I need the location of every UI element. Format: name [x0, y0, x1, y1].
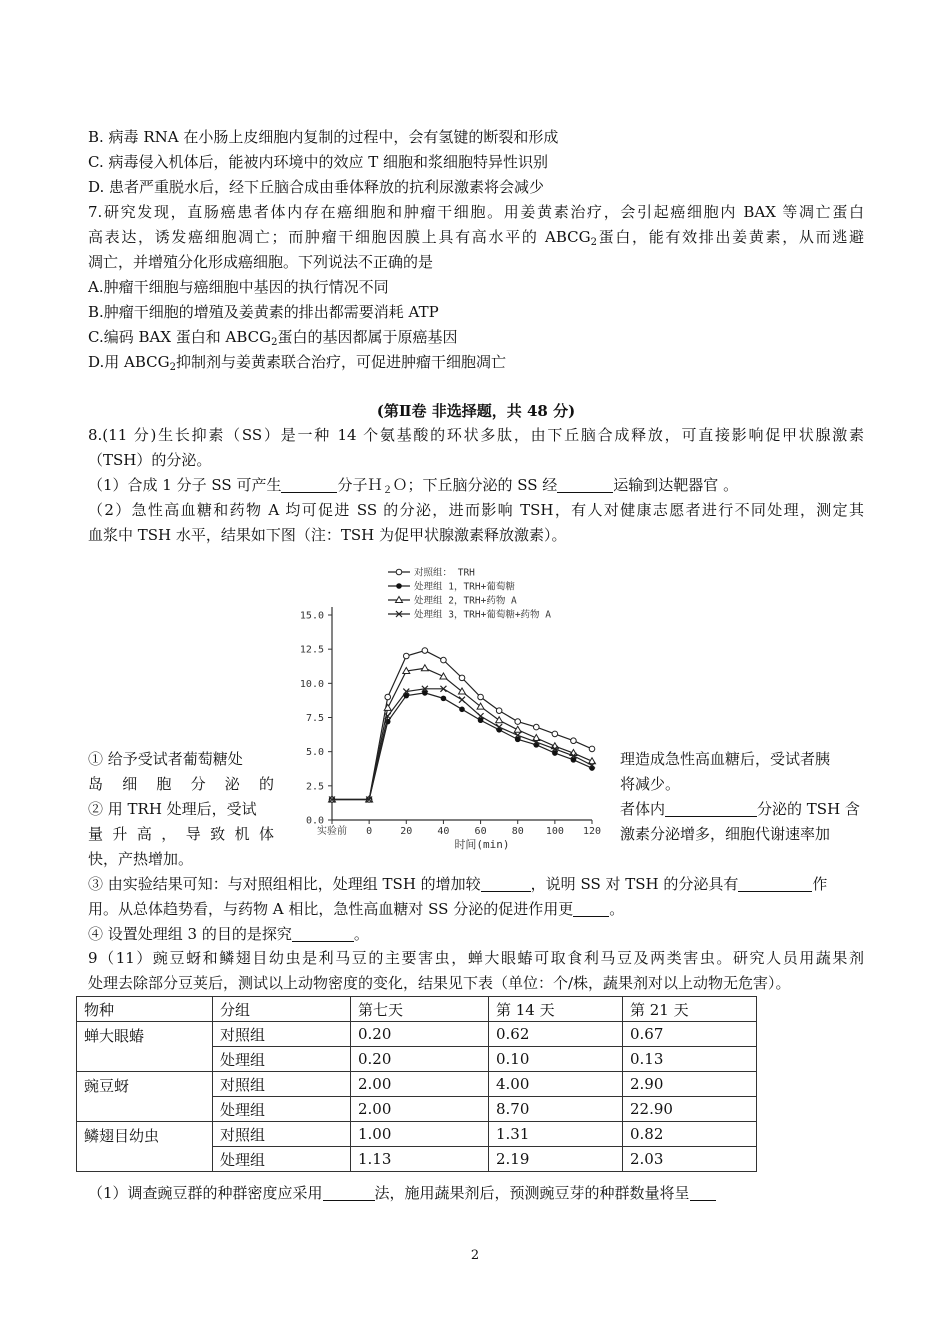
q6-option-c: C. 病毒侵入机体后，能被内环境中的效应 T 细胞和浆细胞特异性识别 [88, 153, 549, 171]
table-cell: 1.13 [351, 1147, 489, 1172]
q8-sub-1-right-2: 将减少。 [620, 775, 681, 793]
y-tick-label: 0.0 [305, 815, 324, 827]
q8-part-1-text: Ｏ；下丘脑分泌的 SS 经 [392, 476, 558, 494]
answer-blank[interactable] [690, 1184, 716, 1201]
table-cell: 0.67 [623, 1022, 757, 1047]
q9-part-1-text: 法，施用蔬果剂后，预测豌豆芽的种群数量将呈 [374, 1184, 690, 1202]
q9-part-1-text: （1）调查豌豆群的种群密度应采用 [88, 1184, 323, 1202]
legend-label: 处理组 1，TRH+葡萄糖 [414, 581, 515, 593]
q8-sub-2-text: 者体内 [620, 800, 666, 818]
table-cell: 处理组 [213, 1097, 351, 1122]
table-cell: 4.00 [489, 1072, 623, 1097]
q7-option-b: B.肿瘤干细胞的增殖及姜黄素的排出都需要消耗 ATP [88, 303, 439, 321]
data-point [459, 707, 465, 713]
table-row [77, 1022, 757, 1047]
data-point [515, 719, 521, 725]
q8-sub-2-left: ② 用 TRH 处理后，受试 [88, 800, 257, 818]
q7-option-d-text: 抑制剂与姜黄素联合治疗，可促进肿瘤干细胞凋亡 [176, 353, 507, 371]
density-table [76, 996, 757, 1172]
legend-label: 对照组： TRH [414, 567, 475, 579]
chart-axes [300, 607, 601, 851]
table-cell: 1.31 [489, 1122, 623, 1147]
q8-part-1-text: 分子Ｈ [337, 476, 383, 494]
q7-option-d-text: D.用 ABCG [88, 353, 170, 371]
table-cell: 2.03 [623, 1147, 757, 1172]
q8-sub-3-line-2 [88, 897, 864, 922]
data-point [459, 697, 465, 703]
subscript: ２ [382, 485, 393, 496]
q8-stem-line-2: （TSH）的分泌。 [88, 451, 212, 469]
x-tick-label: 40 [437, 826, 450, 837]
table-cell: 2.00 [351, 1097, 489, 1122]
data-point [496, 717, 503, 723]
data-point [571, 738, 577, 744]
q6-option-b: B. 病毒 RNA 在小肠上皮细胞内复制的过程中，会有氢键的断裂和形成 [88, 128, 559, 146]
x-tick-label: 0 [366, 826, 373, 837]
table-cell: 8.70 [489, 1097, 623, 1122]
table-header-cell: 第 21 天 [623, 997, 757, 1022]
table-cell: 2.00 [351, 1072, 489, 1097]
section-title: (第Ⅱ卷 非选择题，共 48 分) [376, 402, 576, 420]
subscript: 2 [590, 237, 597, 248]
q8-sub-1-right: 理造成急性高血糖后，受试者胰 [620, 750, 831, 768]
table-cell: 22.90 [623, 1097, 757, 1122]
q7-stem-line-1: 7.研究发现，直肠癌患者体内存在癌细胞和肿瘤干细胞。用姜黄素治疗，会引起癌细胞内 BAX 等凋亡蛋白 [88, 203, 864, 221]
x-tick-label: 60 [474, 826, 487, 837]
table-cell: 0.13 [623, 1047, 757, 1072]
q8-sub-2-right [620, 797, 864, 822]
table-row [77, 1122, 757, 1147]
series-line [332, 689, 592, 800]
q7-stem-text: 蛋白，能有效排出姜黄素，从而逃避 [596, 228, 864, 246]
data-point [403, 653, 409, 659]
q8-sub-3-text: ，说明 SS 对 TSH 的分泌具有 [530, 875, 739, 893]
data-point [396, 583, 402, 589]
table-cell: 0.82 [623, 1122, 757, 1147]
q7-option-c-text: 蛋白的基因都属于原癌基因 [277, 328, 458, 346]
answer-blank[interactable] [292, 925, 354, 942]
q9-part-1 [88, 1181, 864, 1206]
species-cell: 蝉大眼蝽 [77, 1022, 213, 1072]
q8-sub-1-left-2: 岛 细 胞 分 泌 的 [88, 775, 274, 793]
data-point [459, 675, 465, 681]
data-point [441, 696, 447, 702]
table-cell: 0.20 [351, 1022, 489, 1047]
q6-option-d: D. 患者严重脱水后，经下丘脑合成由垂体释放的抗利尿激素将会减少 [88, 178, 545, 196]
q8-sub-3-text: 用。从总体趋势看，与药物 A 相比，急性高血糖对 SS 分泌的促进作用更 [88, 900, 574, 918]
x-axis-label: 时间(min) [454, 838, 510, 851]
species-cell: 豌豆蚜 [77, 1072, 213, 1122]
y-tick-label: 2.5 [305, 781, 324, 793]
table-header-cell: 第七天 [351, 997, 489, 1022]
table-row [77, 1072, 757, 1097]
legend-label: 处理组 2，TRH+药物 A [414, 595, 517, 607]
data-point [396, 569, 402, 575]
q8-sub-2-text: 分泌的 TSH 含 [757, 800, 860, 818]
legend-label: 处理组 3，TRH+葡萄糖+药物 A [414, 609, 551, 621]
data-point [589, 746, 595, 752]
answer-blank[interactable] [573, 900, 609, 917]
q8-sub-2-end: 快，产热增加。 [88, 850, 194, 868]
subscript: 2 [169, 362, 176, 373]
data-point [421, 665, 428, 671]
q8-sub-2-right-2: 激素分泌增多，细胞代谢速率加 [620, 825, 831, 843]
x-tick-label: 80 [511, 826, 524, 837]
y-tick-label: 5.0 [305, 747, 324, 759]
data-point [478, 694, 484, 700]
species-cell: 鳞翅目幼虫 [77, 1122, 213, 1172]
table-cell: 处理组 [213, 1147, 351, 1172]
page-number: 2 [470, 1248, 480, 1263]
q7-option-c-text: C.编码 BAX 蛋白和 ABCG [88, 328, 272, 346]
q8-sub-3-line-1 [88, 872, 864, 897]
data-point [496, 708, 502, 714]
q8-stem-line-1: 8.(11 分)生长抑素（SS）是一种 14 个氨基酸的环状多肽，由下丘脑合成释放，可直接影响促甲状腺激素 [88, 426, 864, 444]
table-cell: 对照组 [213, 1122, 351, 1147]
answer-blank[interactable] [557, 476, 613, 493]
tsh-line-chart [292, 560, 622, 852]
table-cell: 0.62 [489, 1022, 623, 1047]
chart-legend [388, 567, 551, 621]
q7-option-d [88, 350, 864, 380]
answer-blank[interactable] [281, 476, 337, 493]
q9-stem-line-2: 处理去除部分豆荚后，测试以上动物密度的变化，结果见下表（单位：个/株，蔬果剂对以上动物无危害）。 [88, 974, 791, 992]
table-cell: 0.10 [489, 1047, 623, 1072]
q7-stem-text: 高表达，诱发癌细胞凋亡；而肿瘤干细胞因膜上具有高水平的 ABCG [88, 228, 591, 246]
q8-sub-3-text: 。 [609, 900, 625, 918]
answer-blank[interactable] [738, 875, 812, 892]
table-cell: 对照组 [213, 1022, 351, 1047]
answer-blank[interactable] [665, 800, 757, 817]
y-tick-label: 12.5 [299, 644, 324, 656]
chart-series [329, 648, 596, 803]
table-cell: 2.90 [623, 1072, 757, 1097]
q8-part-1-text: （1）合成 1 分子 SS 可产生 [88, 476, 282, 494]
y-tick-label: 10.0 [299, 678, 324, 690]
q8-sub-4-text: 。 [353, 925, 369, 943]
q7-option-a: A.肿瘤干细胞与癌细胞中基因的执行情况不同 [88, 278, 389, 296]
table-cell: 对照组 [213, 1072, 351, 1097]
series-line [332, 651, 592, 800]
q9-stem-line-1: 9（11）豌豆蚜和鳞翅目幼虫是利马豆的主要害虫，蝉大眼蝽可取食利马豆及两类害虫。研究人员用蔬果剂 [88, 949, 864, 967]
y-tick-label: 15.0 [299, 610, 324, 622]
data-point [441, 657, 447, 663]
x-tick-label: 实验前 [317, 826, 347, 837]
y-tick-label: 7.5 [305, 713, 324, 724]
x-tick-label: 20 [400, 826, 413, 837]
x-tick-label: 100 [545, 826, 564, 837]
data-point [533, 724, 539, 730]
q8-part-2-line-1: （2）急性高血糖和药物 A 均可促进 SS 的分泌，进而影响 TSH，有人对健康志愿者进行不同处理，测定其 [88, 501, 864, 519]
answer-blank[interactable] [323, 1184, 375, 1201]
q8-sub-3-text: ③ 由实验结果可知：与对照组相比，处理组 TSH 的增加较 [88, 875, 481, 893]
q8-sub-2-left-2: 量 升 高 ， 导 致 机 体 [88, 825, 274, 843]
q8-sub-4 [88, 922, 864, 947]
table-header-cell: 第 14 天 [489, 997, 623, 1022]
q8-part-1-text: 运输到达靶器官 。 [613, 476, 739, 494]
q7-stem-line-3: 凋亡，并增殖分化形成癌细胞。下列说法不正确的是 [88, 253, 434, 271]
table-header-cell: 分组 [213, 997, 351, 1022]
q8-sub-4-text: ④ 设置处理组 3 的目的是探究 [88, 925, 292, 943]
table-cell: 处理组 [213, 1047, 351, 1072]
answer-blank[interactable] [481, 875, 531, 892]
table-header-row [77, 997, 757, 1022]
x-tick-label: 120 [582, 826, 602, 837]
table-header-cell: 物种 [77, 997, 213, 1022]
table-cell: 2.19 [489, 1147, 623, 1172]
data-point [422, 648, 428, 654]
q8-part-2-line-2: 血浆中 TSH 水平，结果如下图（注：TSH 为促甲状腺激素释放激素）。 [88, 526, 567, 544]
table-cell: 0.20 [351, 1047, 489, 1072]
data-point [552, 731, 558, 737]
data-point [514, 726, 521, 732]
q8-sub-1-left: ① 给予受试者葡萄糖处 [88, 750, 243, 768]
table-cell: 1.00 [351, 1122, 489, 1147]
data-point [385, 694, 391, 700]
subscript: 2 [271, 337, 278, 348]
q8-sub-3-text: 作 [812, 875, 828, 893]
